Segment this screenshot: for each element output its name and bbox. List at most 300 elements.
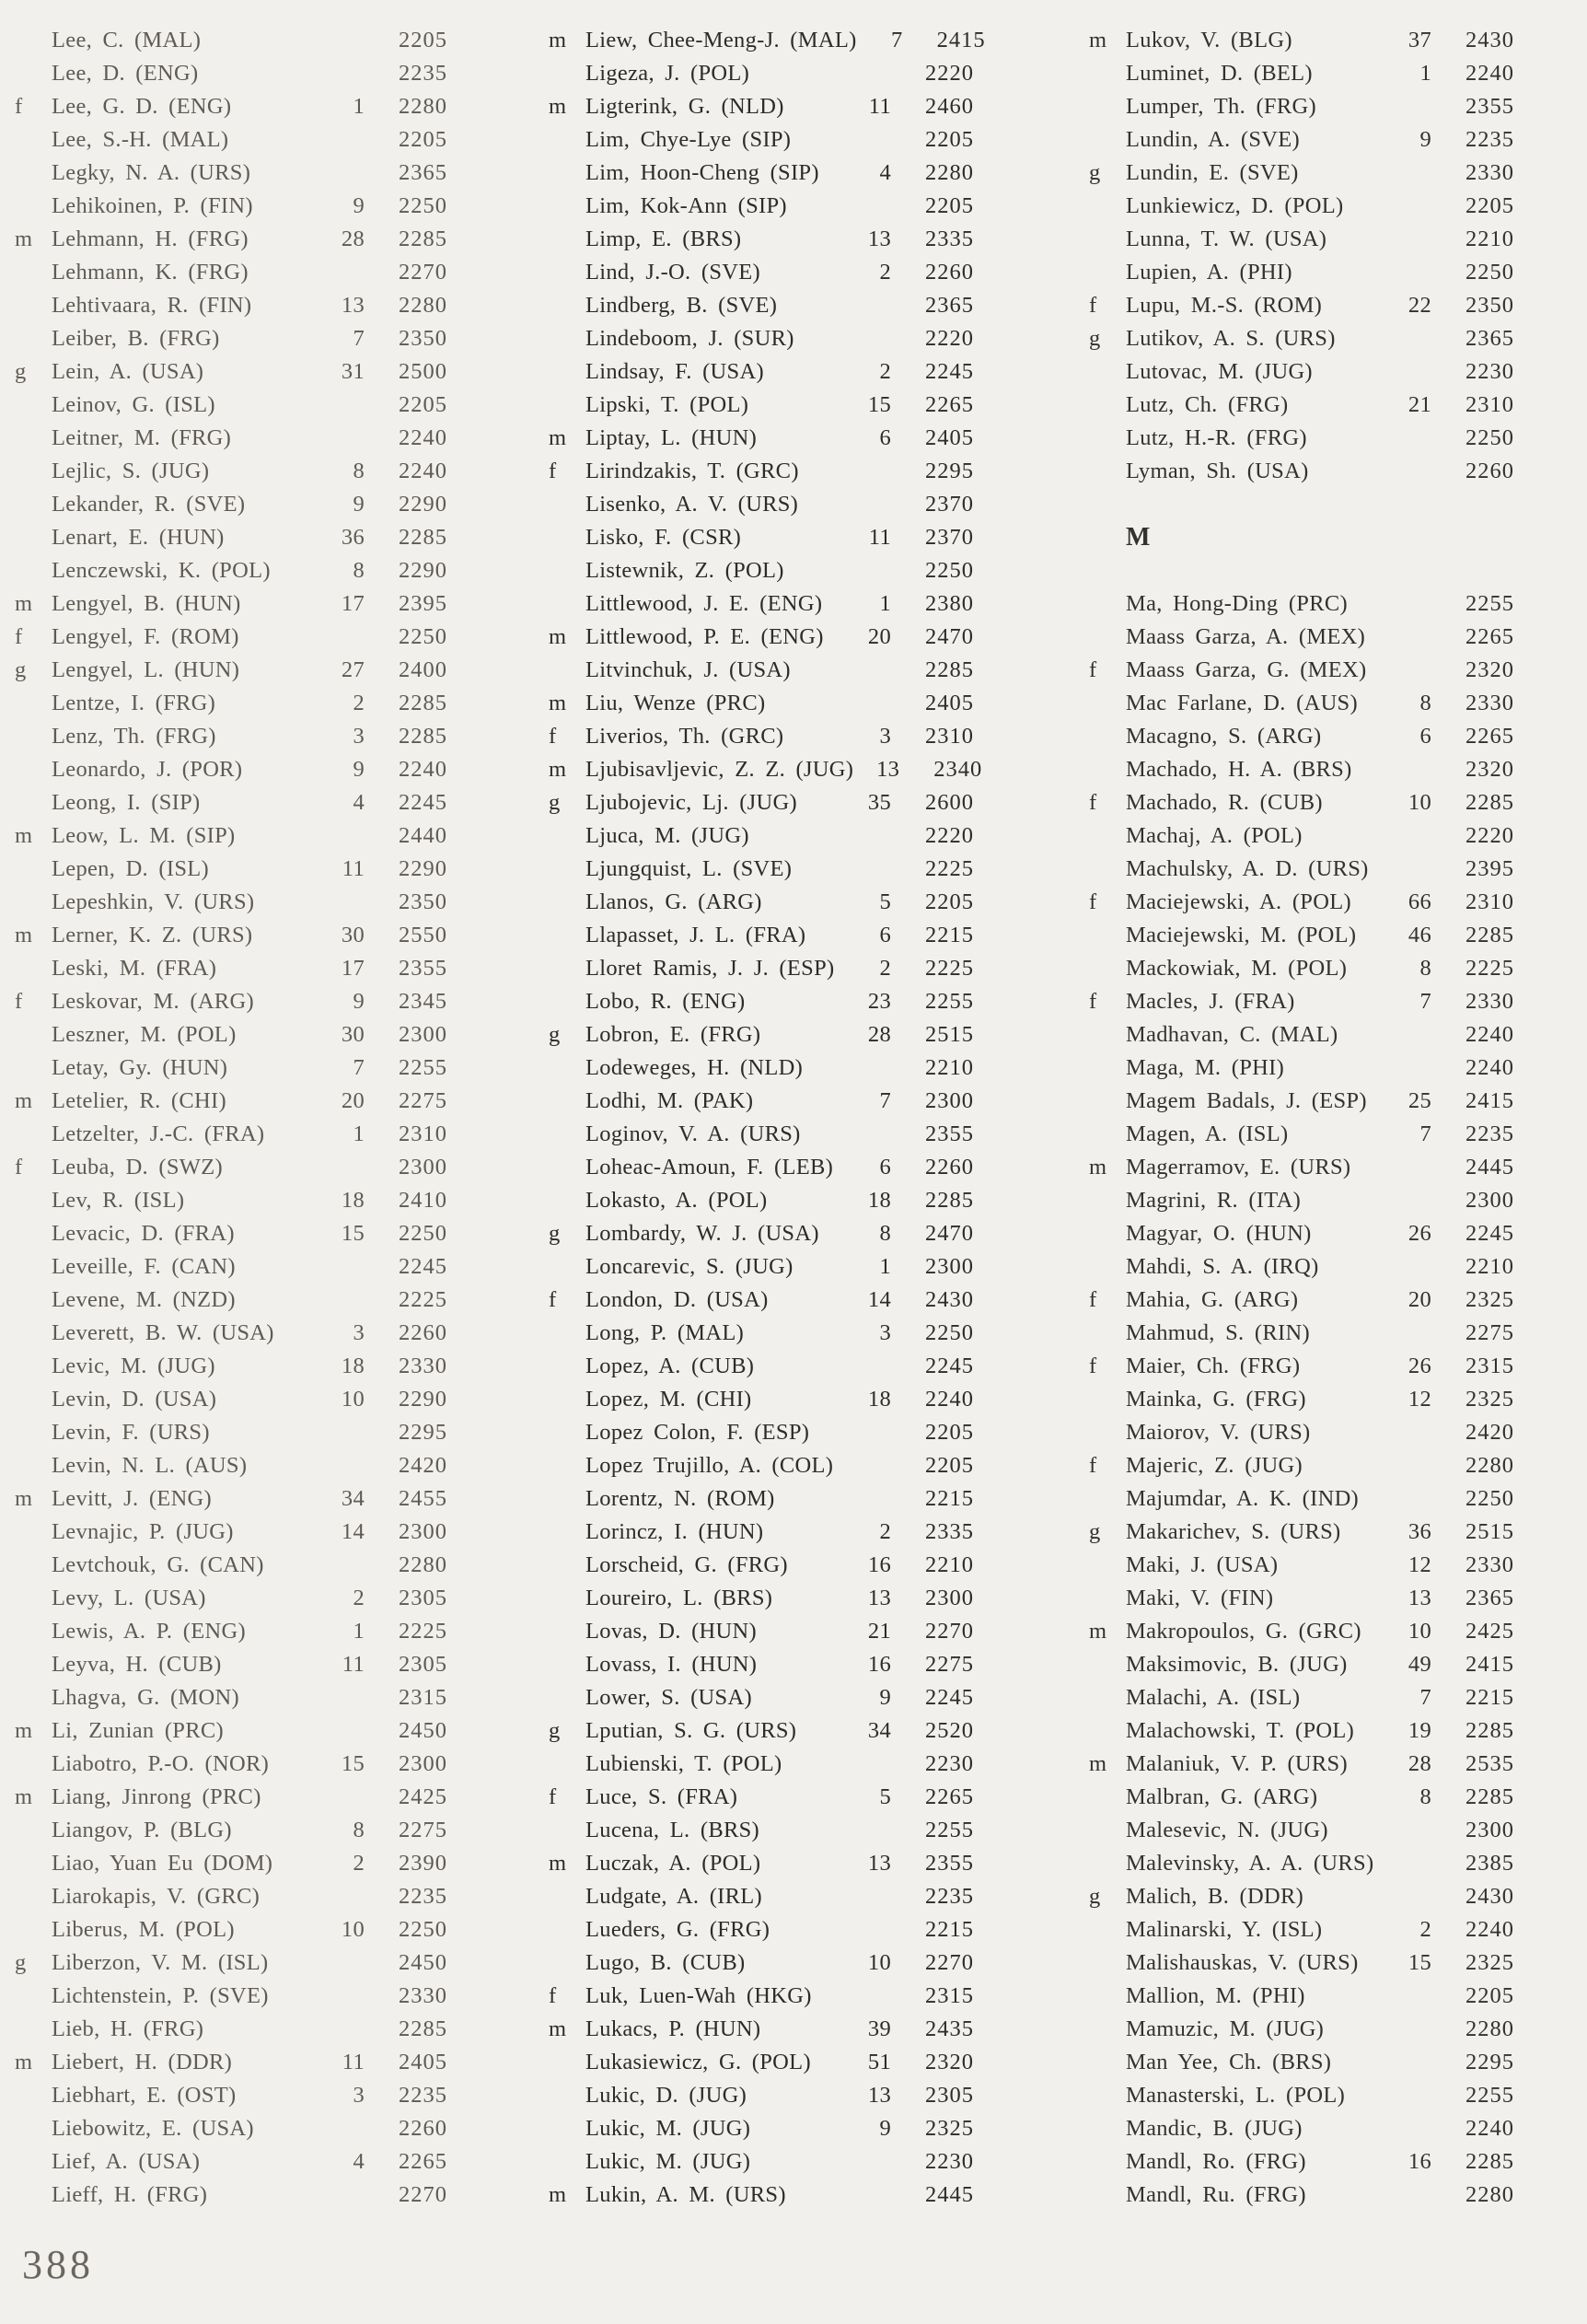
player-rating: 2225 [399, 1619, 447, 1644]
player-title: f [15, 1155, 23, 1179]
player-rating: 2380 [925, 591, 974, 616]
player-games: 20 [1407, 1287, 1431, 1312]
player-row [1089, 952, 1514, 985]
player-name: Lopez, M. (CHI) [585, 1387, 752, 1412]
player-rating: 2260 [925, 1155, 974, 1179]
player-title: m [549, 757, 567, 782]
player-row [549, 1449, 974, 1482]
player-row [549, 1118, 974, 1151]
player-games: 11 [342, 1652, 365, 1677]
player-row [549, 1549, 974, 1582]
player-row [549, 1317, 974, 1350]
player-title: m [549, 2182, 567, 2207]
player-name: Liberzon, V. M. (ISL) [52, 1950, 269, 1975]
player-rating: 2290 [399, 492, 447, 517]
player-name: Majumdar, A. K. (IND) [1126, 1486, 1360, 1511]
player-title: m [15, 2050, 33, 2074]
player-games: 18 [341, 1354, 365, 1378]
player-row [15, 2079, 447, 2112]
player-title: m [549, 425, 567, 450]
player-title: g [549, 1022, 561, 1047]
player-name: Lower, S. (USA) [585, 1685, 752, 1710]
player-row [1089, 1449, 1514, 1482]
player-name: Letelier, R. (CHI) [52, 1088, 226, 1113]
player-row [549, 322, 974, 355]
player-row [549, 355, 974, 389]
player-games: 16 [867, 1652, 891, 1677]
player-name: Levy, L. (USA) [52, 1586, 206, 1610]
player-title: f [15, 94, 23, 119]
player-rating: 2330 [1465, 989, 1514, 1014]
player-name: Lukic, M. (JUG) [585, 2149, 751, 2174]
player-rating: 2255 [925, 989, 974, 1014]
player-games: 10 [341, 1387, 365, 1412]
player-games: 8 [353, 459, 365, 483]
player-rating: 2220 [1465, 823, 1514, 848]
player-rating: 2395 [1465, 856, 1514, 881]
player-row [1089, 587, 1514, 621]
player-row [15, 389, 447, 422]
player-title: m [15, 227, 33, 251]
player-row [15, 1250, 447, 1284]
player-row [15, 853, 447, 886]
player-games: 4 [353, 2149, 365, 2174]
player-name: Long, P. (MAL) [585, 1320, 745, 1345]
player-row [1089, 2013, 1514, 2046]
player-name: Maciejewski, M. (POL) [1126, 923, 1357, 947]
player-name: Machado, R. (CUB) [1126, 790, 1323, 815]
player-rating: 2450 [399, 1950, 447, 1975]
player-games: 1 [353, 94, 365, 119]
player-games: 15 [341, 1751, 365, 1776]
player-rating: 2245 [399, 1254, 447, 1279]
player-row [549, 1681, 974, 1714]
player-name: Lyman, Sh. (USA) [1126, 459, 1309, 483]
player-title: g [1089, 160, 1101, 185]
player-rating: 2240 [1465, 2116, 1514, 2141]
player-row [1089, 57, 1514, 90]
player-games: 13 [341, 293, 365, 318]
player-name: Leveille, F. (CAN) [52, 1254, 236, 1279]
player-row [549, 1217, 974, 1250]
player-rating: 2315 [1465, 1354, 1514, 1378]
player-row [15, 1913, 447, 1946]
player-rating: 2215 [925, 1917, 974, 1942]
player-row [1089, 1847, 1514, 1880]
player-name: Maass Garza, G. (MEX) [1126, 657, 1367, 682]
player-name: Levtchouk, G. (CAN) [52, 1552, 264, 1577]
player-rating: 2300 [399, 1519, 447, 1544]
player-name: Leiber, B. (FRG) [52, 326, 220, 351]
player-row [15, 654, 447, 687]
player-row [549, 587, 974, 621]
player-title: m [1089, 1751, 1107, 1776]
player-row [15, 1648, 447, 1681]
section-header: M [1126, 523, 1151, 552]
player-row [1089, 654, 1514, 687]
player-games: 28 [341, 227, 365, 251]
player-rating: 2240 [1465, 1022, 1514, 1047]
player-name: Liew, Chee-Meng-J. (MAL) [585, 28, 857, 52]
player-rating: 2370 [925, 525, 974, 550]
player-name: Manasterski, L. (POL) [1126, 2083, 1346, 2108]
player-name: Lepeshkin, V. (URS) [52, 889, 255, 914]
player-name: Lloret Ramis, J. J. (ESP) [585, 956, 835, 981]
player-title: g [1089, 1884, 1101, 1909]
player-row [1089, 190, 1514, 223]
player-name: Lerner, K. Z. (URS) [52, 923, 253, 947]
player-rating: 2220 [925, 326, 974, 351]
player-row [15, 1350, 447, 1383]
player-row [15, 223, 447, 256]
player-rating: 2285 [925, 1188, 974, 1213]
player-games: 2 [353, 1851, 365, 1876]
player-name: Liberus, M. (POL) [52, 1917, 235, 1942]
player-row [549, 90, 974, 123]
player-name: Lehtivaara, R. (FIN) [52, 293, 252, 318]
player-row [15, 1549, 447, 1582]
player-row [549, 1151, 974, 1184]
player-name: Lorentz, N. (ROM) [585, 1486, 775, 1511]
player-rating: 2470 [925, 624, 974, 649]
player-name: Lueders, G. (FRG) [585, 1917, 770, 1942]
player-name: Makropoulos, G. (GRC) [1126, 1619, 1361, 1644]
player-rating: 2285 [399, 525, 447, 550]
player-row [549, 2145, 974, 2179]
player-games: 1 [353, 1619, 365, 1644]
player-rating: 2500 [399, 359, 447, 384]
player-rating: 2355 [1465, 94, 1514, 119]
player-row [15, 985, 447, 1018]
player-games: 49 [1407, 1652, 1431, 1677]
player-title: m [15, 1088, 33, 1113]
player-row [549, 853, 974, 886]
player-rating: 2250 [399, 624, 447, 649]
player-rating: 2245 [1465, 1221, 1514, 1246]
player-rating: 2300 [399, 1155, 447, 1179]
player-name: Lopez Colon, F. (ESP) [585, 1420, 810, 1445]
player-rating: 2240 [1465, 61, 1514, 86]
player-games: 3 [879, 1320, 891, 1345]
player-name: Malbran, G. (ARG) [1126, 1784, 1318, 1809]
player-rating: 2310 [1465, 392, 1514, 417]
player-name: Lekander, R. (SVE) [52, 492, 246, 517]
player-title: m [1089, 28, 1107, 52]
player-rating: 2420 [399, 1453, 447, 1478]
player-row [15, 1946, 447, 1980]
player-name: Lewis, A. P. (ENG) [52, 1619, 246, 1644]
player-games: 6 [879, 1155, 891, 1179]
player-title: f [1089, 989, 1097, 1014]
player-row [549, 1383, 974, 1416]
player-row [549, 985, 974, 1018]
player-games: 13 [867, 2083, 891, 2108]
player-rating: 2225 [399, 1287, 447, 1312]
player-row [549, 1913, 974, 1946]
player-row [15, 819, 447, 853]
player-name: Lindberg, B. (SVE) [585, 293, 778, 318]
player-row [549, 24, 986, 57]
player-rating: 2220 [925, 823, 974, 848]
player-name: Lim, Hoon-Cheng (SIP) [585, 160, 819, 185]
player-row [15, 123, 447, 157]
player-row [15, 521, 447, 554]
player-title: g [1089, 326, 1101, 351]
player-rating: 2320 [925, 2050, 974, 2074]
player-name: Leyva, H. (CUB) [52, 1652, 222, 1677]
player-name: Levin, N. L. (AUS) [52, 1453, 248, 1478]
player-rating: 2320 [1465, 757, 1514, 782]
player-name: Lieff, H. (FRG) [52, 2182, 208, 2207]
player-games: 5 [879, 1784, 891, 1809]
player-games: 20 [341, 1088, 365, 1113]
player-name: Leszner, M. (POL) [52, 1022, 237, 1047]
player-rating: 2205 [1465, 193, 1514, 218]
player-games: 3 [353, 724, 365, 749]
player-games: 2 [353, 1586, 365, 1610]
player-games: 11 [342, 856, 365, 881]
player-rating: 2270 [925, 1619, 974, 1644]
player-games: 9 [1419, 127, 1431, 152]
player-rating: 2215 [925, 1486, 974, 1511]
player-name: Lukasiewicz, G. (POL) [585, 2050, 811, 2074]
player-rating: 2240 [399, 757, 447, 782]
player-row [549, 919, 974, 952]
player-rating: 2260 [1465, 459, 1514, 483]
player-row [15, 24, 447, 57]
player-name: Ligeza, J. (POL) [585, 61, 750, 86]
player-row [15, 919, 447, 952]
player-name: Malachi, A. (ISL) [1126, 1685, 1301, 1710]
player-rating: 2260 [399, 1320, 447, 1345]
player-name: Lev, R. (ISL) [52, 1188, 185, 1213]
player-rating: 2270 [399, 260, 447, 285]
player-games: 13 [867, 1851, 891, 1876]
player-rating: 2205 [925, 127, 974, 152]
player-name: Leong, I. (SIP) [52, 790, 201, 815]
player-name: Malich, B. (DDR) [1126, 1884, 1304, 1909]
player-name: Loheac-Amoun, F. (LEB) [585, 1155, 834, 1179]
player-row [549, 1615, 974, 1648]
player-rating: 2215 [1465, 1685, 1514, 1710]
player-title: m [1089, 1155, 1107, 1179]
player-rating: 2250 [925, 1320, 974, 1345]
player-row [15, 90, 447, 123]
player-rating: 2300 [925, 1254, 974, 1279]
player-rating: 2300 [925, 1088, 974, 1113]
player-row [1089, 786, 1514, 819]
player-name: Magen, A. (ISL) [1126, 1121, 1289, 1146]
player-games: 2 [879, 359, 891, 384]
player-row [15, 1847, 447, 1880]
player-games: 10 [867, 1950, 891, 1975]
player-rating: 2430 [1465, 1884, 1514, 1909]
player-rating: 2445 [925, 2182, 974, 2207]
player-name: Macagno, S. (ARG) [1126, 724, 1322, 749]
player-row [1089, 621, 1514, 654]
player-rating: 2230 [925, 2149, 974, 2174]
player-row [549, 2112, 974, 2145]
player-row [15, 720, 447, 753]
player-row [15, 1052, 447, 1085]
player-row [1089, 355, 1514, 389]
player-name: Lee, S.-H. (MAL) [52, 127, 229, 152]
player-row [1089, 123, 1514, 157]
player-title: g [15, 657, 27, 682]
player-name: Liebert, H. (DDR) [52, 2050, 233, 2074]
player-title: m [549, 94, 567, 119]
player-name: Limp, E. (BRS) [585, 227, 742, 251]
player-name: Lugo, B. (CUB) [585, 1950, 746, 1975]
player-rating: 2405 [925, 425, 974, 450]
player-row [1089, 819, 1514, 853]
player-name: Lucena, L. (BRS) [585, 1818, 759, 1842]
player-rating: 2515 [1465, 1519, 1514, 1544]
player-row [15, 1085, 447, 1118]
player-name: Lobo, R. (ENG) [585, 989, 746, 1014]
player-row [1089, 753, 1514, 786]
player-rating: 2290 [399, 558, 447, 583]
player-name: Lim, Chye-Lye (SIP) [585, 127, 792, 152]
player-games: 15 [867, 392, 891, 417]
player-name: Madhavan, C. (MAL) [1126, 1022, 1338, 1047]
player-rating: 2415 [1465, 1088, 1514, 1113]
player-games: 6 [1419, 724, 1431, 749]
player-name: Levene, M. (NZD) [52, 1287, 236, 1312]
player-games: 3 [353, 2083, 365, 2108]
player-name: Leverett, B. W. (USA) [52, 1320, 274, 1345]
player-name: Litvinchuk, J. (USA) [585, 657, 791, 682]
player-name: Machado, H. A. (BRS) [1126, 757, 1352, 782]
player-rating: 2450 [399, 1718, 447, 1743]
player-rating: 2260 [399, 2116, 447, 2141]
player-title: f [549, 1983, 557, 2008]
player-rating: 2285 [399, 724, 447, 749]
player-rating: 2260 [925, 260, 974, 285]
player-rating: 2255 [1465, 591, 1514, 616]
player-name: Luminet, D. (BEL) [1126, 61, 1313, 86]
player-row [549, 654, 974, 687]
player-rating: 2325 [1465, 1387, 1514, 1412]
player-rating: 2225 [1465, 956, 1514, 981]
player-title: m [15, 591, 33, 616]
player-row [1089, 1416, 1514, 1449]
player-games: 8 [1419, 1784, 1431, 1809]
player-games: 7 [891, 28, 903, 52]
player-rating: 2205 [925, 1453, 974, 1478]
player-row [15, 1615, 447, 1648]
player-name: Lundin, E. (SVE) [1126, 160, 1299, 185]
player-name: Letay, Gy. (HUN) [52, 1055, 228, 1080]
player-row [15, 355, 447, 389]
player-rating: 2325 [1465, 1950, 1514, 1975]
player-name: Lim, Kok-Ann (SIP) [585, 193, 787, 218]
player-title: f [1089, 889, 1097, 914]
player-rating: 2245 [399, 790, 447, 815]
player-rating: 2235 [1465, 127, 1514, 152]
player-name: Littlewood, J. E. (ENG) [585, 591, 823, 616]
player-row [1089, 1482, 1514, 1516]
player-row [15, 455, 447, 488]
player-rating: 2285 [1465, 923, 1514, 947]
player-name: Lopez, A. (CUB) [585, 1354, 755, 1378]
player-name: Ljubisavljevic, Z. Z. (JUG) [585, 757, 854, 782]
player-rating: 2275 [399, 1818, 447, 1842]
player-rating: 2365 [1465, 326, 1514, 351]
player-name: Lindsay, F. (USA) [585, 359, 764, 384]
player-rating: 2285 [1465, 790, 1514, 815]
player-games: 25 [1407, 1088, 1431, 1113]
player-games: 8 [353, 1818, 365, 1842]
player-title: f [1089, 1453, 1097, 1478]
player-games: 10 [1407, 1619, 1431, 1644]
player-name: Leow, L. M. (SIP) [52, 823, 236, 848]
player-row [15, 1184, 447, 1217]
player-games: 11 [868, 525, 891, 550]
player-name: Lopez Trujillo, A. (COL) [585, 1453, 834, 1478]
player-row [15, 1980, 447, 2013]
player-games: 13 [867, 227, 891, 251]
player-name: Lutz, H.-R. (FRG) [1126, 425, 1307, 450]
page-number: 388 [22, 2242, 94, 2287]
player-games: 13 [1407, 1586, 1431, 1610]
player-row [15, 952, 447, 985]
player-name: Ludgate, A. (IRL) [585, 1884, 762, 1909]
player-name: Leuba, D. (SWZ) [52, 1155, 223, 1179]
player-rating: 2280 [1465, 1453, 1514, 1478]
player-row [15, 554, 447, 587]
player-games: 66 [1407, 889, 1431, 914]
player-rating: 2265 [925, 392, 974, 417]
player-row [1089, 422, 1514, 455]
player-row [15, 1582, 447, 1615]
player-row [549, 1482, 974, 1516]
player-row [1089, 853, 1514, 886]
player-name: Maksimovic, B. (JUG) [1126, 1652, 1348, 1677]
player-row [15, 322, 447, 355]
player-title: f [1089, 1354, 1097, 1378]
player-row [549, 389, 974, 422]
player-rating: 2410 [399, 1188, 447, 1213]
player-name: Lukic, D. (JUG) [585, 2083, 747, 2108]
player-rating: 2245 [925, 359, 974, 384]
player-rating: 2235 [399, 2083, 447, 2108]
player-row [1089, 90, 1514, 123]
player-games: 20 [867, 624, 891, 649]
player-row [1089, 1217, 1514, 1250]
player-name: Lepen, D. (ISL) [52, 856, 209, 881]
player-rating: 2250 [1465, 260, 1514, 285]
player-games: 17 [341, 956, 365, 981]
player-row [549, 1880, 974, 1913]
player-row [1089, 1317, 1514, 1350]
player-rating: 2350 [399, 889, 447, 914]
player-games: 11 [342, 2050, 365, 2074]
player-rating: 2385 [1465, 1851, 1514, 1876]
player-rating: 2230 [1465, 359, 1514, 384]
player-name: Levin, D. (USA) [52, 1387, 217, 1412]
player-games: 2 [879, 1519, 891, 1544]
player-games: 17 [341, 591, 365, 616]
player-rating: 2305 [399, 1586, 447, 1610]
player-name: Lutikov, A. S. (URS) [1126, 326, 1336, 351]
player-games: 5 [879, 889, 891, 914]
player-rating: 2370 [925, 492, 974, 517]
player-games: 34 [341, 1486, 365, 1511]
player-name: Magyar, O. (HUN) [1126, 1221, 1312, 1246]
player-title: g [549, 790, 561, 815]
player-rating: 2250 [399, 1221, 447, 1246]
